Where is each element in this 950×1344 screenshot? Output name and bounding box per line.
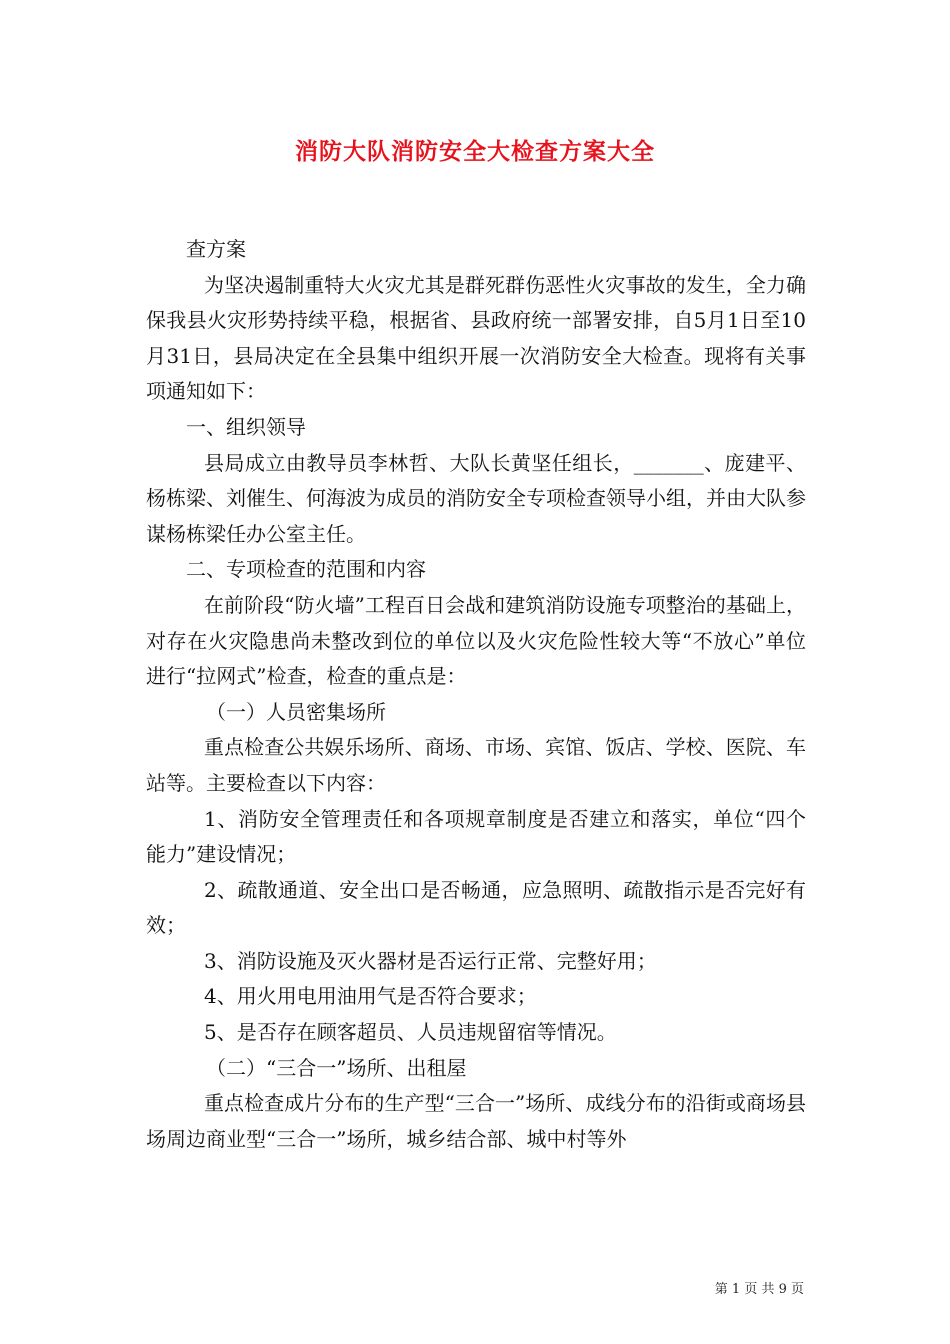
document-body (146, 232, 806, 1157)
paragraph-heading-fragment: 查方案 (186, 237, 246, 261)
paragraph-scope: 在前阶段“防火墙”工程百日会战和建筑消防设施专项整治的基础上，对存在火灾隐患尚未整改到位的单位以及火灾危险性较大等“不放心”单位进行“拉网式”检查，检查的重点是： (146, 592, 806, 689)
subsection-heading-crowded-places: （一）人员密集场所 (206, 699, 386, 724)
list-item-4: 4、用火用电用油用气是否符合要求； (204, 984, 537, 1009)
document-title: 消防大队消防安全大检查方案大全 (295, 138, 655, 165)
section-heading-scope: 二、专项检查的范围和内容 (186, 557, 426, 582)
list-item-2: 2、疏散通道、安全出口是否畅通，应急照明、疏散指示是否完好有效； (146, 877, 806, 938)
list-item-5: 5、是否存在顾客超员、人员违规留宿等情况。 (204, 1020, 617, 1045)
paragraph-organization: 县局成立由教导员李林哲、大队长黄坚任组长，_______、庞建平、杨栋梁、刘催生、何海波为成员的消防安全专项检查领导小组，并由大队参谋杨栋梁任办公室主任。 (146, 450, 806, 546)
list-item-3: 3、消防设施及灭火器材是否运行正常、完整好用； (204, 948, 657, 973)
paragraph-three-in-one: 重点检查成片分布的生产型“三合一”场所、成线分布的沿街或商场县场周边商业型“三合一”场所，城乡结合部、城中村等外 (146, 1091, 806, 1151)
subsection-heading-three-in-one: （二）“三合一”场所、出租屋 (206, 1055, 467, 1080)
paragraph-intro: 为坚决遏制重特大火灾尤其是群死群伤恶性火灾事故的发生，全力确保我县火灾形势持续平稳，根据省、县政府统一部署安排，自5月1日至10月31日，县局决定在全县集中组织开展一次消防安全大检查。现将有关事项通知如下： (146, 272, 806, 404)
paragraph-crowded-places: 重点检查公共娱乐场所、商场、市场、宾馆、饭店、学校、医院、车站等。主要检查以下内容： (146, 735, 806, 795)
page-number: 第 1 页 共 9 页 (714, 1282, 804, 1297)
list-item-1: 1、消防安全管理责任和各项规章制度是否建立和落实，单位“四个能力”建设情况； (146, 806, 806, 867)
section-heading-organization: 一、组织领导 (186, 414, 306, 439)
